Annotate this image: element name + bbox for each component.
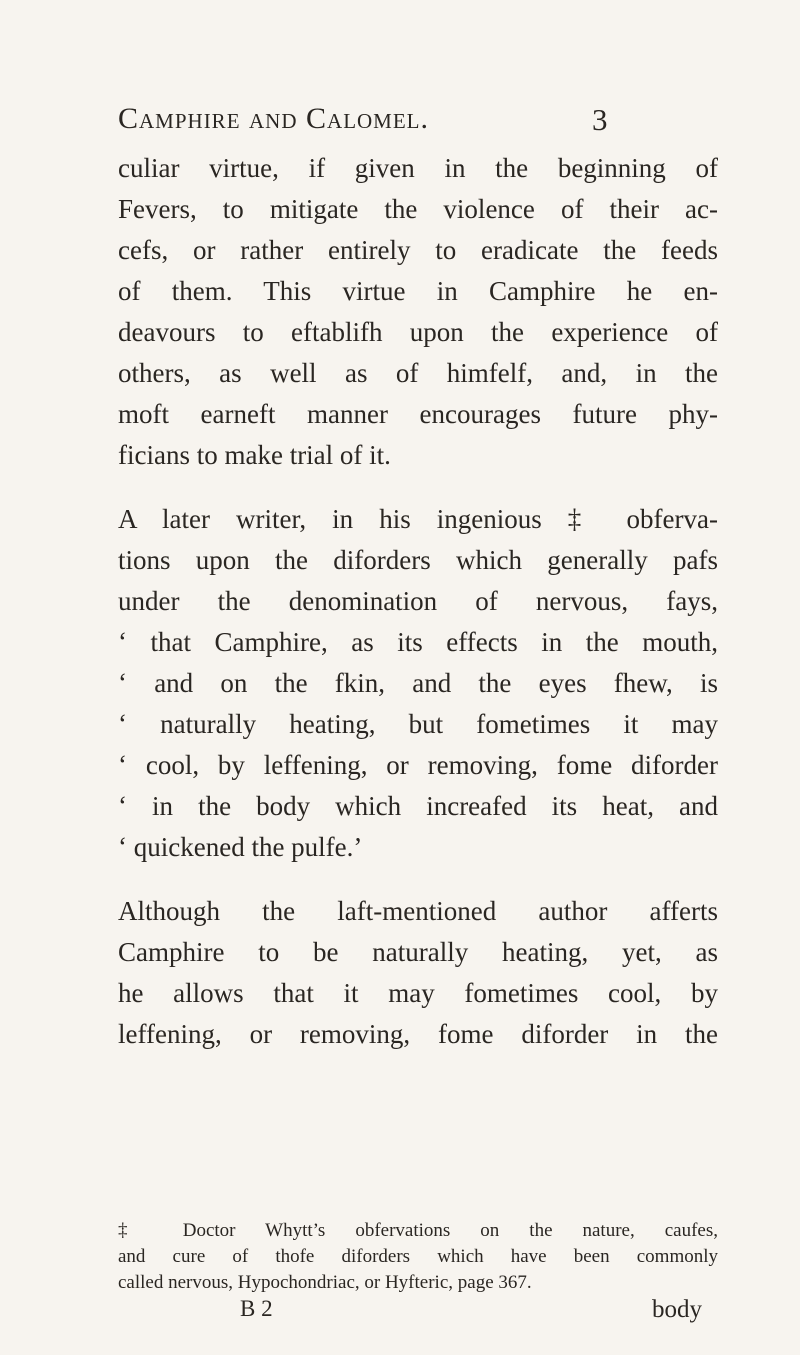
- footnote-line: and cure of thofe diforders which have been commonly: [118, 1246, 718, 1267]
- text-line: ‘ and on the fkin, and the eyes fhew, is: [118, 668, 718, 698]
- text-line: ‘ in the body which increafed its heat, and: [118, 791, 718, 821]
- text-line: he allows that it may fometimes cool, by: [118, 978, 718, 1008]
- catchword: body: [652, 1296, 702, 1323]
- text-line: A later writer, in his ingenious ‡ obferva-: [118, 504, 718, 534]
- text-line: ‘ naturally heating, but fometimes it may: [118, 709, 718, 739]
- text-line: Although the laft-mentioned author afferts: [118, 896, 718, 926]
- text-line: ‘ that Camphire, as its effects in the mouth,: [118, 627, 718, 657]
- footnote-line: called nervous, Hypochondriac, or Hyfteric, page 367.: [118, 1272, 532, 1293]
- paragraph-1: [118, 148, 718, 476]
- running-head: Camphire and Calomel.: [118, 102, 430, 135]
- text-line: moft earneft manner encourages future phy-: [118, 399, 718, 429]
- text-line: others, as well as of himfelf, and, in the: [118, 358, 718, 388]
- text-line: leffening, or removing, fome diforder in the: [118, 1019, 718, 1049]
- paragraph-3: [118, 891, 718, 1055]
- text-line: deavours to eftablifh upon the experience of: [118, 317, 718, 347]
- text-line: ficians to make trial of it.: [118, 440, 391, 470]
- text-line: Camphire to be naturally heating, yet, as: [118, 937, 718, 967]
- footnote-line: ‡ Doctor Whytt’s obfervations on the nature, caufes,: [118, 1220, 718, 1241]
- signature-mark: B 2: [240, 1296, 273, 1321]
- text-line: ‘ cool, by leffening, or removing, fome diforder: [118, 750, 718, 780]
- text-line: tions upon the diforders which generally pafs: [118, 545, 718, 575]
- page-header: [118, 102, 718, 148]
- text-line: under the denomination of nervous, fays,: [118, 586, 718, 616]
- text-line: cefs, or rather entirely to eradicate the feeds: [118, 235, 718, 265]
- footnote: [118, 1218, 718, 1296]
- text-line: culiar virtue, if given in the beginning of: [118, 153, 718, 183]
- page-number: 3: [592, 102, 608, 137]
- text-line: of them. This virtue in Camphire he en-: [118, 276, 718, 306]
- text-line: Fevers, to mitigate the violence of their ac-: [118, 194, 718, 224]
- paragraph-2: [118, 499, 718, 868]
- body-text: [118, 148, 718, 1055]
- text-line: ‘ quickened the pulfe.’: [118, 832, 363, 862]
